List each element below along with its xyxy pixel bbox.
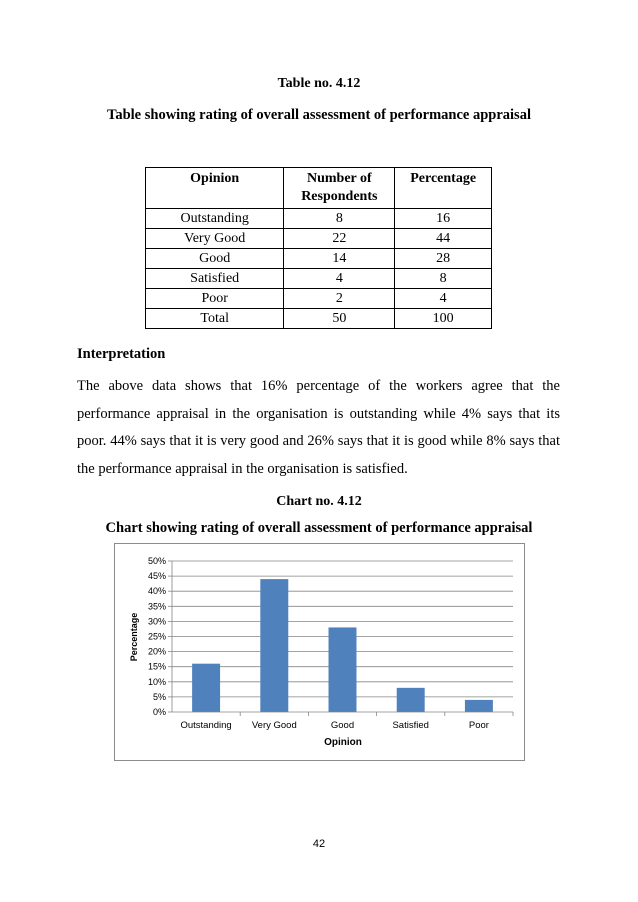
chart-frame [114,543,525,761]
x-tick-label: Poor [468,720,489,731]
cell-respondents: 22 [284,229,395,249]
table-row-total [146,309,492,329]
bars [192,579,493,712]
header-opinion: Opinion [146,168,284,209]
y-tick-label: 35% [147,601,166,612]
cell-opinion: Good [146,249,284,269]
table-title: Table showing rating of overall assessment of performance appraisal [107,107,531,123]
x-tick-label: Good [330,720,355,731]
cell-respondents: 2 [284,289,395,309]
cell-percentage: 4 [395,289,492,309]
cell-respondents: 50 [284,309,395,329]
cell-percentage: 44 [395,229,492,249]
y-tick-label: 10% [147,676,166,687]
bar-poor [465,700,493,712]
cell-respondents: 14 [284,249,395,269]
chart-title: Chart showing rating of overall assessment of performance appraisal [105,520,533,536]
table-row [146,269,492,289]
cell-opinion: Outstanding [146,209,284,229]
table-row [146,289,492,309]
bar-very-good [260,579,288,712]
y-tick-label: 0% [152,707,166,717]
y-tick-label: 25% [147,631,166,642]
cell-opinion: Satisfied [146,269,284,289]
interpretation-text: The above data shows that 16% percentage of the workers agree that the performance appraisal in the organisation is outstanding while 4% says that its poor. 44% says that it is very good and 26% says that it is good while 8% says that the performance appraisal in the organisation is satisfied. [77,378,560,477]
data-table [145,167,492,329]
x-tick-label: Satisfied [392,720,429,731]
bar-satisfied [397,688,425,712]
y-tick-label: 50% [147,556,166,566]
page-number: 42 [312,838,326,850]
y-tick-label: 5% [152,691,166,702]
table-caption: Table no. 4.12 [277,76,361,91]
bar-outstanding [192,664,220,712]
y-tick-label: 15% [147,661,166,672]
bar-chart [115,544,524,760]
header-percentage: Percentage [395,168,492,209]
table-row [146,249,492,269]
cell-respondents: 8 [284,209,395,229]
bar-good [329,627,357,712]
y-tick-label: 30% [147,616,166,627]
x-tick-label: Outstanding [180,720,232,731]
header-number-of-respondents-text: Number of Respondents [301,171,378,204]
table-row [146,229,492,249]
x-tick-label: Very Good [251,720,297,731]
y-tick-label: 45% [147,571,166,582]
cell-opinion: Poor [146,289,284,309]
interpretation-heading: Interpretation [77,346,166,362]
chart-caption: Chart no. 4.12 [276,494,362,509]
cell-percentage: 100 [395,309,492,329]
y-tick-label: 20% [147,646,166,657]
cell-percentage: 16 [395,209,492,229]
header-number-of-respondents [284,168,395,209]
cell-percentage: 8 [395,269,492,289]
cell-opinion: Total [146,309,284,329]
cell-percentage: 28 [395,249,492,269]
y-tick-label: 40% [147,586,166,597]
table-row [146,209,492,229]
table-header-row [146,168,492,209]
cell-opinion: Very Good [146,229,284,249]
x-axis-title: Opinion [324,737,362,748]
y-axis-title: Percentage [129,612,139,662]
cell-respondents: 4 [284,269,395,289]
